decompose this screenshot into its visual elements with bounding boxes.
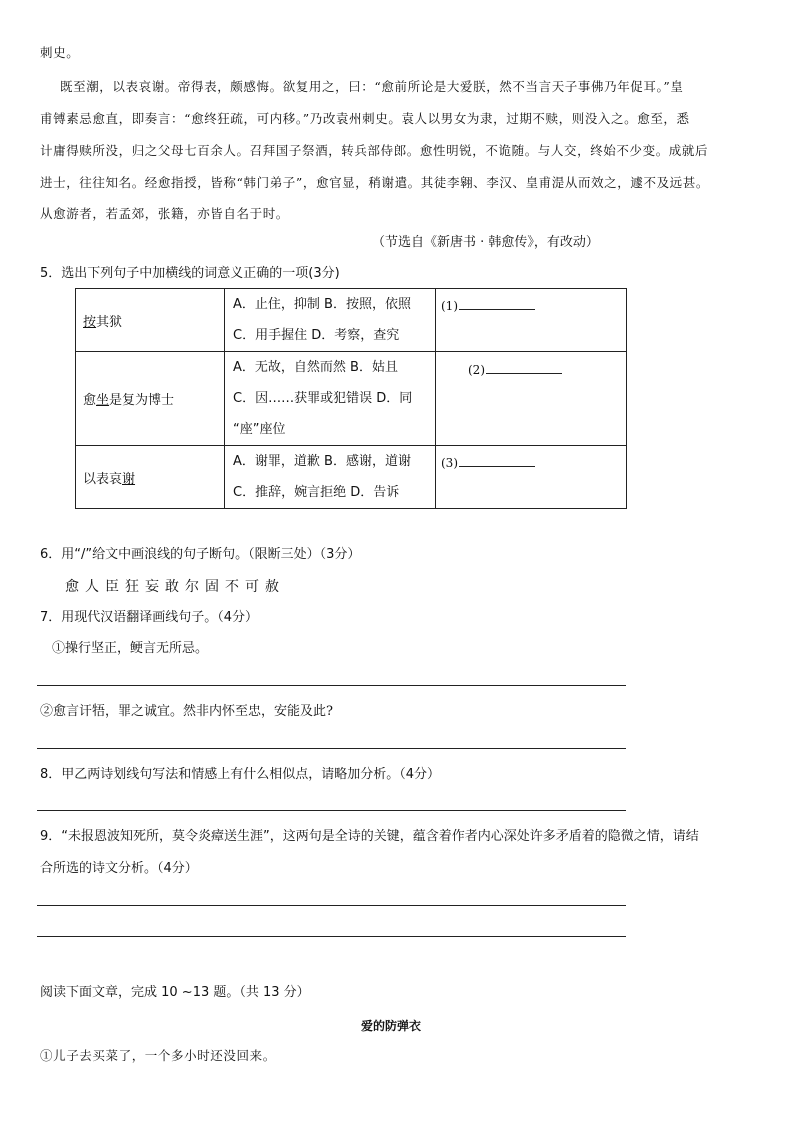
- phrase-cell: 以表哀谢: [76, 446, 225, 509]
- question-8-prompt: 8．甲乙两诗划线句写法和情感上有什么相似点，请略加分析。（4分）: [40, 767, 441, 782]
- passage-line: 刺史。: [40, 45, 80, 60]
- options-cell: [225, 446, 436, 509]
- underlined-word: 谢: [122, 471, 136, 487]
- options-cell: [225, 289, 436, 352]
- underlined-word: 坐: [96, 393, 110, 408]
- question-7-item-1: ①操行坚正，鲠言无所忌。: [52, 641, 209, 656]
- table-row: [76, 289, 627, 352]
- table-row: [76, 352, 627, 446]
- option-line: “座”座位: [233, 422, 286, 437]
- answer-line[interactable]: [37, 810, 626, 811]
- option-line: A．谢罪，道歉 B．感谢，道谢: [233, 454, 411, 469]
- answer-cell[interactable]: (3): [436, 446, 627, 509]
- answer-blank[interactable]: [486, 361, 562, 374]
- question-7-prompt: 7．用现代汉语翻译画线句子。（4分）: [40, 610, 259, 625]
- question-5-table: [75, 288, 627, 509]
- answer-line[interactable]: [37, 936, 626, 937]
- passage-line: 从愈游者，若孟郊，张籍，亦皆自名于时。: [40, 206, 289, 221]
- question-7-item-2: ②愈言讦牾，罪之诚宜。然非内怀至忠，安能及此?: [40, 704, 333, 719]
- table-row: [76, 446, 627, 509]
- question-9-prompt: 9．“未报恩波知死所，莫令炎瘴送生涯”，这两句是全诗的关键，蕴含着作者内心深处许多矛盾着的隐微之情，请结: [40, 829, 699, 844]
- passage-line: 甫镈素忌愈直，即奏言：“愈终狂疏，可内移。”乃改袁州刺史。袁人以男女为隶，过期不赎，则没入之。愈至，悉: [40, 111, 690, 126]
- option-line: C．因……获罪或犯错误 D．同: [233, 391, 413, 406]
- passage-line: 计庸得赎所没，归之父母七百余人。召拜国子祭酒，转兵部侍郎。愈性明锐，不诡随。与人交，终始不少变。成就后: [40, 143, 709, 158]
- answer-blank[interactable]: [459, 454, 535, 467]
- passage-line: 进士，往往知名。经愈指授，皆称“韩门弟子”，愈官显，稍谢遣。其徒李翱、李汉、皇甫湜从而效之，遽不及远甚。: [40, 175, 709, 190]
- passage-source: （节选自《新唐书 · 韩愈传》，有改动）: [372, 235, 599, 250]
- option-line: A．止住，抑制 B．按照，依照: [233, 297, 411, 312]
- answer-blank[interactable]: [459, 297, 535, 310]
- reading-intro: 阅读下面文章，完成 10 ~13 题。（共 13 分）: [40, 985, 310, 1000]
- options-cell: [225, 352, 436, 446]
- article-paragraph: ①儿子去买菜了，一个多小时还没回来。: [40, 1048, 276, 1063]
- answer-cell[interactable]: (2): [436, 352, 627, 446]
- question-5-prompt: 5．选出下列句子中加横线的词意义正确的一项(3分): [40, 266, 340, 281]
- option-line: C．推辞，婉言拒绝 D．告诉: [233, 485, 400, 500]
- question-6-prompt: 6．用“/”给文中画浪线的句子断句。（限断三处）（3分）: [40, 547, 361, 562]
- underlined-word: 按: [83, 314, 97, 330]
- answer-line[interactable]: [37, 685, 626, 686]
- answer-line[interactable]: [37, 748, 626, 749]
- article-title: 爱的防弹衣: [361, 1019, 422, 1033]
- passage-line: 既至潮，以表哀谢。帝得表，颇感悔。欲复用之，曰：“愈前所论是大爱朕，然不当言天子事佛乃年促耳。”皇: [60, 79, 684, 94]
- phrase-cell: 按其狱: [76, 289, 225, 352]
- answer-line[interactable]: [37, 905, 626, 906]
- option-line: C．用手握住 D．考察，查究: [233, 328, 400, 343]
- question-6-sentence: 愈人臣狂妄敢尔固不可赦: [65, 579, 285, 595]
- question-9-prompt-cont: 合所选的诗文分析。（4分）: [40, 861, 198, 876]
- phrase-cell: 愈坐是复为博士: [76, 352, 225, 446]
- answer-cell[interactable]: (1): [436, 289, 627, 352]
- option-line: A．无故，自然而然 B．姑且: [233, 360, 398, 375]
